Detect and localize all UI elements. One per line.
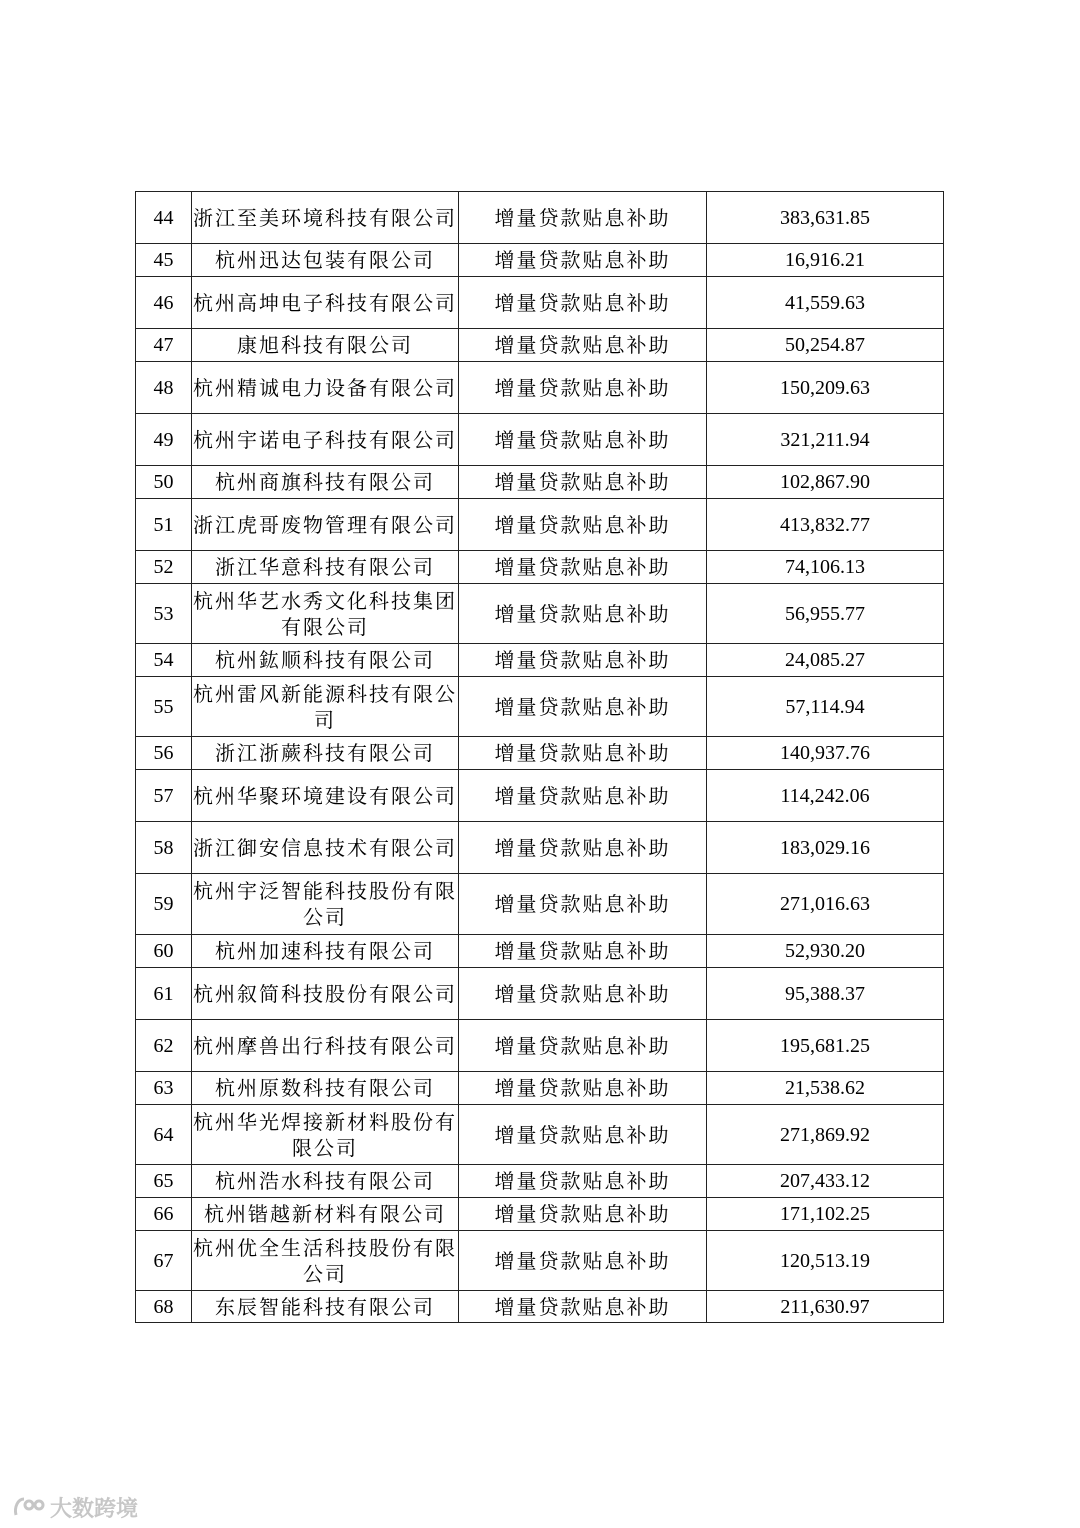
subsidy-amount: 271,016.63 bbox=[707, 874, 944, 935]
company-name: 浙江浙蕨科技有限公司 bbox=[192, 737, 459, 770]
table-row bbox=[136, 277, 944, 329]
table-row bbox=[136, 822, 944, 874]
subsidy-type: 增量贷款贴息补助 bbox=[459, 329, 707, 362]
row-number: 58 bbox=[136, 822, 192, 874]
subsidy-type: 增量贷款贴息补助 bbox=[459, 677, 707, 737]
subsidy-amount: 150,209.63 bbox=[707, 362, 944, 414]
company-name: 杭州摩兽出行科技有限公司 bbox=[192, 1020, 459, 1072]
company-name: 杭州迅达包装有限公司 bbox=[192, 244, 459, 277]
subsidy-type: 增量贷款贴息补助 bbox=[459, 1198, 707, 1231]
company-name: 杭州加速科技有限公司 bbox=[192, 935, 459, 968]
table-row bbox=[136, 770, 944, 822]
company-name: 杭州鈜顺科技有限公司 bbox=[192, 644, 459, 677]
table-row bbox=[136, 874, 944, 935]
subsidy-amount: 171,102.25 bbox=[707, 1198, 944, 1231]
subsidy-type: 增量贷款贴息补助 bbox=[459, 499, 707, 551]
watermark-logo-icon bbox=[12, 1495, 46, 1519]
table-row bbox=[136, 968, 944, 1020]
table-row bbox=[136, 499, 944, 551]
company-name: 杭州浩水科技有限公司 bbox=[192, 1165, 459, 1198]
row-number: 61 bbox=[136, 968, 192, 1020]
company-name: 浙江华意科技有限公司 bbox=[192, 551, 459, 584]
subsidy-amount: 74,106.13 bbox=[707, 551, 944, 584]
row-number: 53 bbox=[136, 584, 192, 644]
subsidy-amount: 140,937.76 bbox=[707, 737, 944, 770]
subsidy-amount: 102,867.90 bbox=[707, 466, 944, 499]
subsidy-amount: 183,029.16 bbox=[707, 822, 944, 874]
table-row bbox=[136, 737, 944, 770]
company-name: 杭州华光焊接新材料股份有限公司 bbox=[192, 1105, 459, 1165]
company-name: 杭州叙简科技股份有限公司 bbox=[192, 968, 459, 1020]
subsidy-amount: 21,538.62 bbox=[707, 1072, 944, 1105]
row-number: 59 bbox=[136, 874, 192, 935]
row-number: 45 bbox=[136, 244, 192, 277]
subsidy-amount: 195,681.25 bbox=[707, 1020, 944, 1072]
table-row bbox=[136, 329, 944, 362]
subsidy-amount: 413,832.77 bbox=[707, 499, 944, 551]
company-name: 杭州华聚环境建设有限公司 bbox=[192, 770, 459, 822]
table-row bbox=[136, 1072, 944, 1105]
subsidy-amount: 50,254.87 bbox=[707, 329, 944, 362]
table-row bbox=[136, 644, 944, 677]
company-name: 杭州原数科技有限公司 bbox=[192, 1072, 459, 1105]
subsidy-amount: 41,559.63 bbox=[707, 277, 944, 329]
company-name: 杭州锴越新材料有限公司 bbox=[192, 1198, 459, 1231]
subsidy-type: 增量贷款贴息补助 bbox=[459, 244, 707, 277]
subsidy-type: 增量贷款贴息补助 bbox=[459, 551, 707, 584]
subsidy-type: 增量贷款贴息补助 bbox=[459, 1020, 707, 1072]
row-number: 67 bbox=[136, 1231, 192, 1291]
subsidy-type: 增量贷款贴息补助 bbox=[459, 192, 707, 244]
row-number: 55 bbox=[136, 677, 192, 737]
table-row bbox=[136, 1198, 944, 1231]
subsidy-type: 增量贷款贴息补助 bbox=[459, 1291, 707, 1323]
row-number: 52 bbox=[136, 551, 192, 584]
subsidy-amount: 95,388.37 bbox=[707, 968, 944, 1020]
subsidy-amount: 56,955.77 bbox=[707, 584, 944, 644]
row-number: 51 bbox=[136, 499, 192, 551]
subsidy-type: 增量贷款贴息补助 bbox=[459, 277, 707, 329]
table-row bbox=[136, 1165, 944, 1198]
company-name: 杭州宇泛智能科技股份有限公司 bbox=[192, 874, 459, 935]
company-name: 杭州华艺水秀文化科技集团有限公司 bbox=[192, 584, 459, 644]
table-row bbox=[136, 414, 944, 466]
row-number: 64 bbox=[136, 1105, 192, 1165]
subsidy-type: 增量贷款贴息补助 bbox=[459, 968, 707, 1020]
table-row bbox=[136, 362, 944, 414]
watermark bbox=[12, 1492, 138, 1522]
table-row bbox=[136, 1231, 944, 1291]
subsidy-type: 增量贷款贴息补助 bbox=[459, 770, 707, 822]
table-body bbox=[136, 192, 944, 1323]
subsidy-amount: 52,930.20 bbox=[707, 935, 944, 968]
subsidy-type: 增量贷款贴息补助 bbox=[459, 1231, 707, 1291]
company-name: 浙江虎哥废物管理有限公司 bbox=[192, 499, 459, 551]
row-number: 46 bbox=[136, 277, 192, 329]
table-row bbox=[136, 551, 944, 584]
table-row bbox=[136, 1020, 944, 1072]
subsidy-type: 增量贷款贴息补助 bbox=[459, 644, 707, 677]
company-name: 浙江御安信息技术有限公司 bbox=[192, 822, 459, 874]
table-row bbox=[136, 466, 944, 499]
row-number: 68 bbox=[136, 1291, 192, 1323]
table-row bbox=[136, 244, 944, 277]
watermark-text: 大数跨境 bbox=[50, 1496, 139, 1522]
company-name: 杭州精诚电力设备有限公司 bbox=[192, 362, 459, 414]
subsidy-type: 增量贷款贴息补助 bbox=[459, 414, 707, 466]
row-number: 47 bbox=[136, 329, 192, 362]
table-row bbox=[136, 935, 944, 968]
company-name: 杭州宇诺电子科技有限公司 bbox=[192, 414, 459, 466]
company-name: 杭州优全生活科技股份有限公司 bbox=[192, 1231, 459, 1291]
company-name: 东辰智能科技有限公司 bbox=[192, 1291, 459, 1323]
subsidy-type: 增量贷款贴息补助 bbox=[459, 1165, 707, 1198]
table-row bbox=[136, 1291, 944, 1323]
row-number: 48 bbox=[136, 362, 192, 414]
subsidy-type: 增量贷款贴息补助 bbox=[459, 874, 707, 935]
row-number: 44 bbox=[136, 192, 192, 244]
table-row bbox=[136, 584, 944, 644]
subsidy-amount: 120,513.19 bbox=[707, 1231, 944, 1291]
table-row bbox=[136, 192, 944, 244]
company-name: 杭州商旗科技有限公司 bbox=[192, 466, 459, 499]
subsidy-type: 增量贷款贴息补助 bbox=[459, 1072, 707, 1105]
subsidy-amount: 57,114.94 bbox=[707, 677, 944, 737]
table-row bbox=[136, 677, 944, 737]
row-number: 54 bbox=[136, 644, 192, 677]
subsidy-amount: 211,630.97 bbox=[707, 1291, 944, 1323]
row-number: 56 bbox=[136, 737, 192, 770]
subsidy-table bbox=[135, 191, 944, 1323]
subsidy-amount: 24,085.27 bbox=[707, 644, 944, 677]
subsidy-amount: 321,211.94 bbox=[707, 414, 944, 466]
row-number: 49 bbox=[136, 414, 192, 466]
row-number: 66 bbox=[136, 1198, 192, 1231]
company-name: 浙江至美环境科技有限公司 bbox=[192, 192, 459, 244]
subsidy-amount: 271,869.92 bbox=[707, 1105, 944, 1165]
subsidy-type: 增量贷款贴息补助 bbox=[459, 822, 707, 874]
company-name: 康旭科技有限公司 bbox=[192, 329, 459, 362]
row-number: 57 bbox=[136, 770, 192, 822]
row-number: 60 bbox=[136, 935, 192, 968]
subsidy-amount: 16,916.21 bbox=[707, 244, 944, 277]
subsidy-type: 增量贷款贴息补助 bbox=[459, 737, 707, 770]
subsidy-type: 增量贷款贴息补助 bbox=[459, 935, 707, 968]
company-name: 杭州雷风新能源科技有限公司 bbox=[192, 677, 459, 737]
subsidy-type: 增量贷款贴息补助 bbox=[459, 362, 707, 414]
company-name: 杭州高坤电子科技有限公司 bbox=[192, 277, 459, 329]
row-number: 50 bbox=[136, 466, 192, 499]
subsidy-amount: 114,242.06 bbox=[707, 770, 944, 822]
subsidy-type: 增量贷款贴息补助 bbox=[459, 1105, 707, 1165]
row-number: 62 bbox=[136, 1020, 192, 1072]
subsidy-type: 增量贷款贴息补助 bbox=[459, 584, 707, 644]
subsidy-type: 增量贷款贴息补助 bbox=[459, 466, 707, 499]
row-number: 65 bbox=[136, 1165, 192, 1198]
row-number: 63 bbox=[136, 1072, 192, 1105]
subsidy-amount: 207,433.12 bbox=[707, 1165, 944, 1198]
table-row bbox=[136, 1105, 944, 1165]
subsidy-amount: 383,631.85 bbox=[707, 192, 944, 244]
